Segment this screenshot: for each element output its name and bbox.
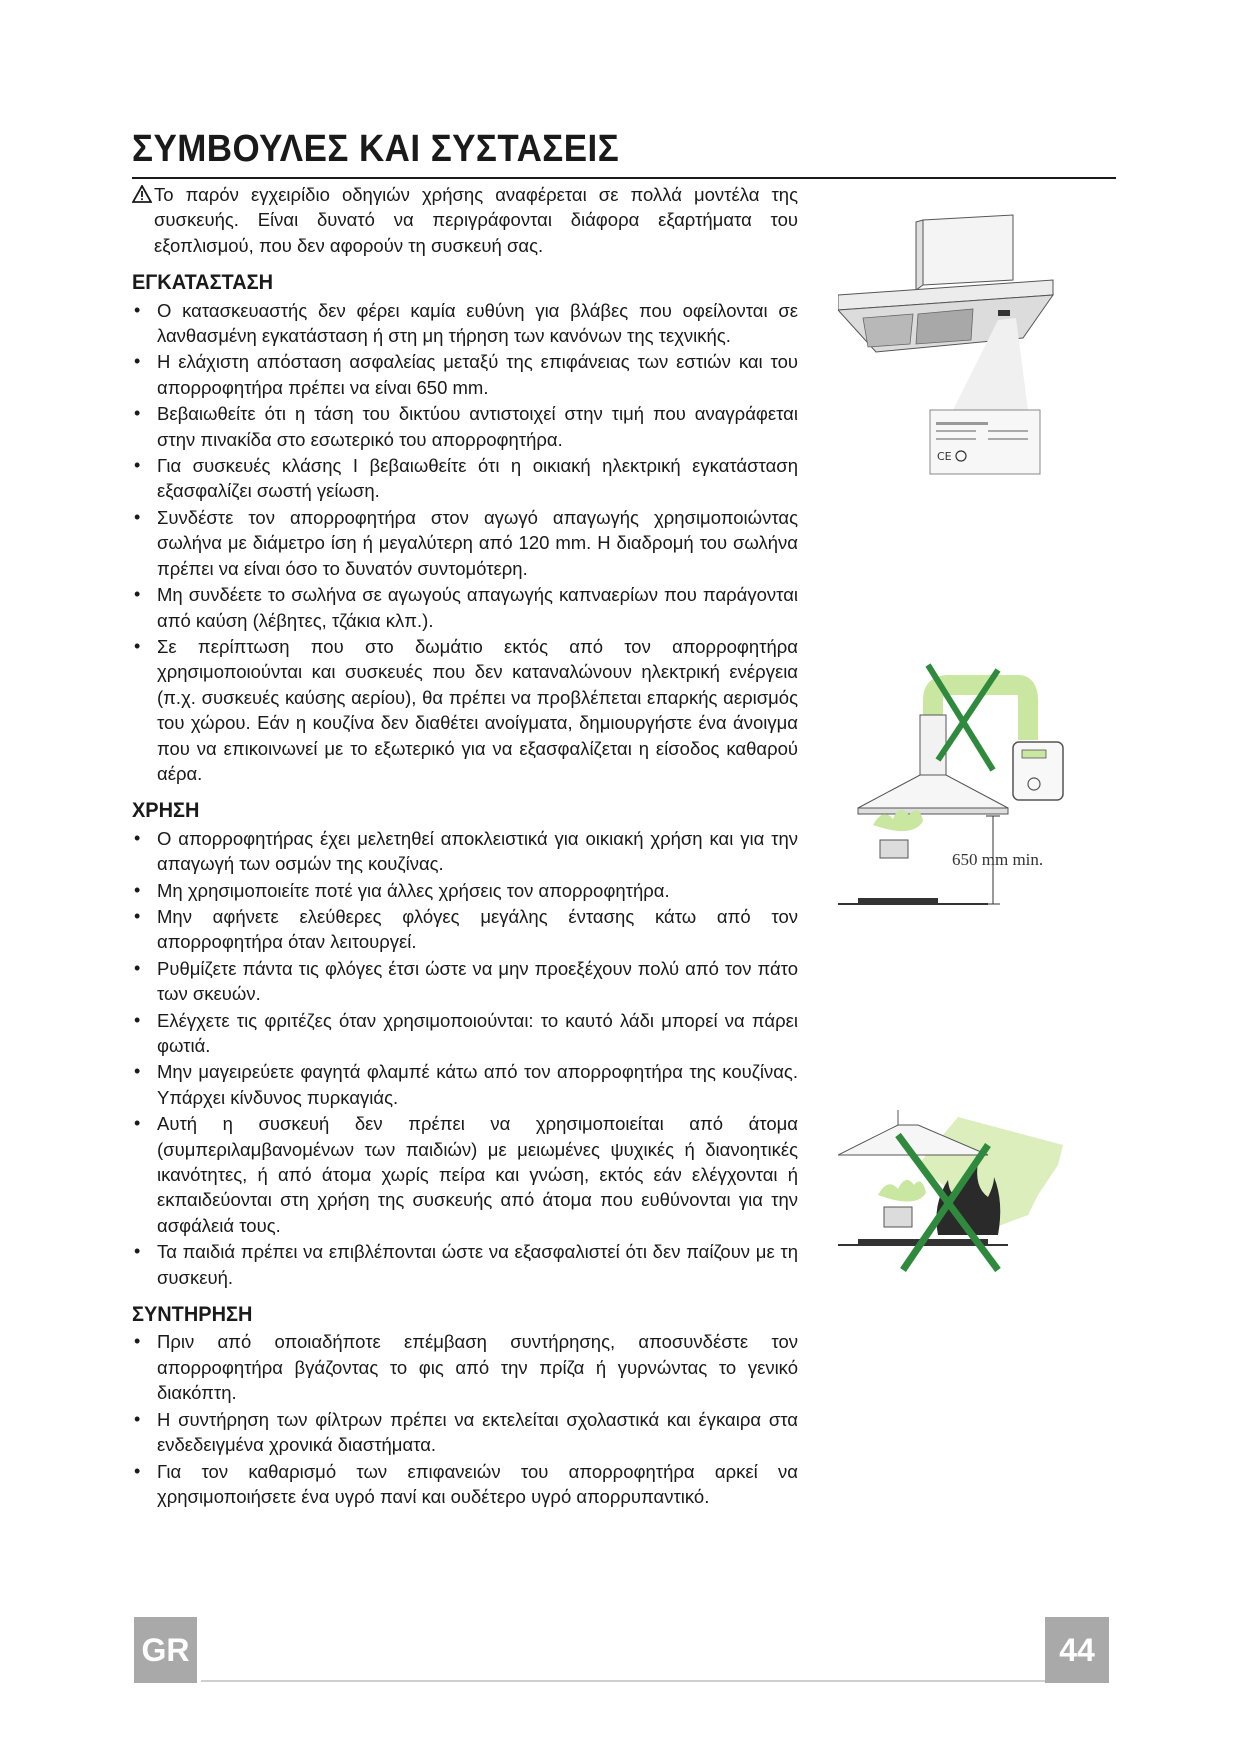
list-item: • Η ελάχιστη απόσταση ασφαλείας μεταξύ της επιφάνειας των εστιών και του απορροφητήρα πρέπει να είναι 650 mm. [132, 349, 798, 400]
list-item: • Για συσκευές κλάσης I βεβαιωθείτε ότι η οικιακή ηλεκτρική εγκατάσταση εξασφαλίζει σωστή γείωση. [132, 453, 798, 504]
use-list [132, 826, 798, 1290]
list-item: • Μη χρησιμοποιείτε ποτέ για άλλες χρήσεις τον απορροφητήρα. [132, 878, 798, 903]
list-item: • Ο απορροφητήρας έχει μελετηθεί αποκλειστικά για οικιακή χρήση και για την απαγωγή των οσμών της κουζίνας. [132, 826, 798, 877]
list-item: • Μη συνδέετε το σωλήνα σε αγωγούς απαγωγής καπναερίων που παράγονται από καύση (λέβητες, τζάκια κλπ.). [132, 582, 798, 633]
list-item: • Για τον καθαρισμό των επιφανειών του απορροφητήρα αρκεί να χρησιμοποιήσετε ένα υγρό πανί και ουδέτερο υγρό απορρυπαντικό. [132, 1459, 798, 1510]
list-item: • Τα παιδιά πρέπει να επιβλέπονται ώστε να εξασφαλιστεί ότι δεν παίζουν με τη συσκευή. [132, 1239, 798, 1290]
footer-rule [201, 1680, 1045, 1682]
list-item: • Ο κατασκευαστής δεν φέρει καμία ευθύνη για βλάβες που οφείλονται σε λανθασμένη εγκατάσταση ή στη μη τήρηση των κανόνων της τεχνικής. [132, 298, 798, 349]
language-badge: GR [134, 1617, 197, 1683]
page-title: ΣΥΜΒΟΥΛΕΣ ΚΑΙ ΣΥΣΤΑΣΕΙΣ [132, 128, 620, 170]
title-rule [132, 177, 1116, 179]
warning-icon [132, 182, 154, 258]
no-boiler-flue-figure [838, 660, 1068, 910]
list-item: • Η συντήρηση των φίλτρων πρέπει να εκτελείται σχολαστικά και έγκαιρα στα ενδεδειγμένα χρονικά διαστήματα. [132, 1407, 798, 1458]
intro-text: Το παρόν εγχειρίδιο οδηγιών χρήσης αναφέρεται σε πολλά μοντέλα της συσκευής. Είναι δυνατό να περιγράφονται διάφορα εξαρτήματα του εξοπλισμού, που δεν αφορούν τη συσκευή σας. [154, 184, 798, 256]
list-item: • Μην μαγειρεύετε φαγητά φλαμπέ κάτω από τον απορροφητήρα της κουζίνας. Υπάρχει κίνδυνος πυρκαγιάς. [132, 1059, 798, 1110]
section-heading-use: ΧΡΗΣΗ [132, 799, 200, 823]
svg-text:CE: CE [937, 450, 952, 463]
no-open-flame-figure [838, 1105, 1078, 1280]
list-item: • Πριν από οποιαδήποτε επέμβαση συντήρησης, αποσυνδέστε τον απορροφητήρα βγάζοντας το φις από την πρίζα ή γυρνώντας το γενικό διακόπτη. [132, 1329, 798, 1405]
section-heading-maintenance: ΣΥΝΤΗΡΗΣΗ [132, 1303, 253, 1327]
maintenance-list [132, 1329, 798, 1509]
list-item: • Σε περίπτωση που στο δωμάτιο εκτός από τον απορροφητήρα χρησιμοποιούνται και συσκευές που δεν καταναλώνουν ηλεκτρική ενέργεια (π.χ. συσκευές καύσης αερίου), θα πρέπει να προβλέπεται επαρκής αερισμός του χώρου. Εάν η κουζίνα δεν διαθέτει ανοίγματα, δημιουργήστε ένα άνοιγμα που να επικοινωνεί με το εξωτερικό για να εξασφαλίζεται η είσοδος καθαρού αέρα. [132, 634, 798, 786]
list-item: • Μην αφήνετε ελεύθερες φλόγες μεγάλης έντασης κάτω από τον απορροφητήρα όταν λειτουργεί. [132, 904, 798, 955]
installation-list [132, 298, 798, 787]
list-item: • Ρυθμίζετε πάντα τις φλόγες έτσι ώστε να μην προεξέχουν πολύ από τον πάτο των σκευών. [132, 956, 798, 1007]
list-item: • Συνδέστε τον απορροφητήρα στον αγωγό απαγωγής χρησιμοποιώντας σωλήνα με διάμετρο ίση ή μεγαλύτερη από 120 mm. Η διαδρομή του σωλήνα πρέπει να είναι όσο το δυνατόν συντομότερη. [132, 505, 798, 581]
list-item: • Ελέγχετε τις φριτέζες όταν χρησιμοποιούνται: το καυτό λάδι μπορεί να πάρει φωτιά. [132, 1008, 798, 1059]
intro-note [132, 182, 798, 258]
section-heading-installation: ΕΓΚΑΤΑΣΤΑΣΗ [132, 271, 274, 295]
min-distance-label: 650 mm min. [952, 850, 1044, 869]
page-number: 44 [1045, 1617, 1109, 1683]
hood-rating-plate-figure [838, 210, 1068, 480]
list-item: • Βεβαιωθείτε ότι η τάση του δικτύου αντιστοιχεί στην τιμή που αναγράφεται στην πινακίδα στο εσωτερικό του απορροφητήρα. [132, 401, 798, 452]
main-text [132, 182, 798, 1510]
list-item: • Αυτή η συσκευή δεν πρέπει να χρησιμοποιείται από άτομα (συμπεριλαμβανομένων των παιδιών) με μειωμένες ψυχικές ή διανοητικές ικανότητες, ή από άτομα χωρίς πείρα και γνώση, εκτός εάν ελέγχονται ή εκπαιδεύονται στη χρήση της συσκευής από άτομα που ευθύνονται για την ασφάλειά τους. [132, 1111, 798, 1238]
